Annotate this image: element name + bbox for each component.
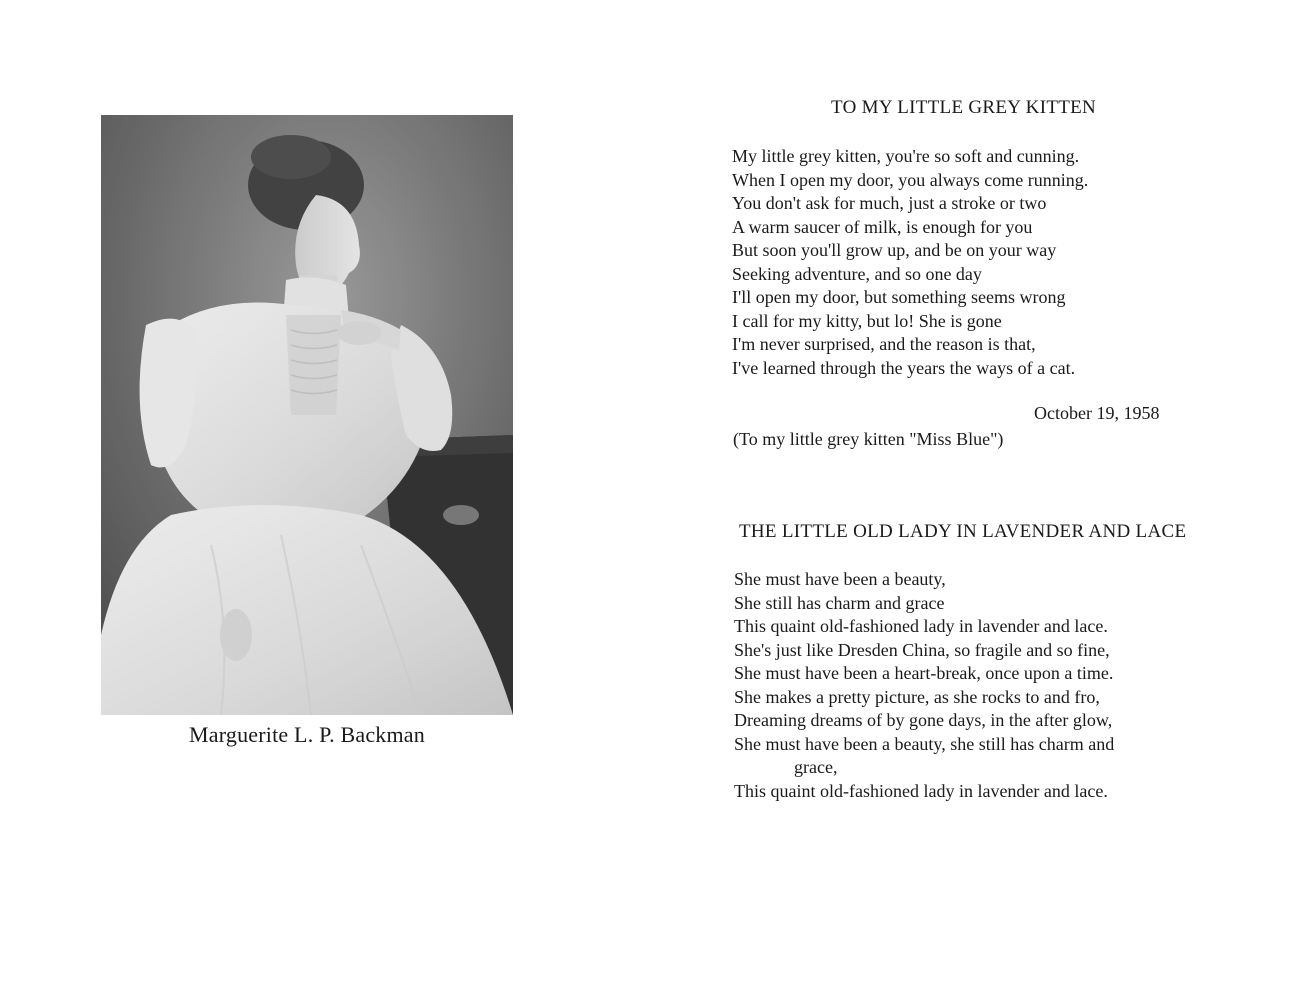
poem-line: I call for my kitty, but lo! She is gone	[732, 310, 1002, 331]
poem-line: I've learned through the years the ways of a cat.	[732, 357, 1076, 378]
poem-line: Seeking adventure, and so one day	[732, 263, 982, 284]
poem-date: October 19, 1958	[1034, 403, 1160, 423]
poem-line: I'm never surprised, and the reason is that,	[732, 334, 1036, 354]
poem-dedication-note: (To my little grey kitten "Miss Blue")	[733, 429, 1004, 449]
poem-title-kitten: TO MY LITTLE GREY KITTEN	[831, 97, 1097, 118]
poem-line: When I open my door, you always come running.	[732, 169, 1089, 190]
poem-line: Dreaming dreams of by gone days, in the after glow,	[734, 710, 1113, 730]
poem-line: A warm saucer of milk, is enough for you	[732, 216, 1033, 237]
poem-line: She still has charm and grace	[734, 592, 945, 613]
poem-line: She's just like Dresden China, so fragile and so fine,	[734, 639, 1110, 660]
poem-line: She makes a pretty picture, as she rocks to and fro,	[734, 686, 1100, 707]
poem-line: This quaint old-fashioned lady in lavender and lace.	[734, 616, 1108, 636]
poem-title-lavender: THE LITTLE OLD LADY IN LAVENDER AND LACE	[739, 521, 1187, 542]
portrait-caption: Marguerite L. P. Backman	[189, 722, 425, 747]
poem-line: grace,	[794, 757, 838, 777]
poem-line: She must have been a beauty, she still has charm and	[734, 733, 1115, 754]
poem-body-lavender	[734, 568, 1114, 803]
poem-line: She must have been a heart-break, once upon a time.	[734, 663, 1114, 683]
poem-line: I'll open my door, but something seems wrong	[732, 287, 1066, 307]
poem-line: But soon you'll grow up, and be on your way	[732, 240, 1057, 260]
poem-line: This quaint old-fashioned lady in lavender and lace.	[734, 780, 1108, 801]
poem-body-kitten	[732, 145, 1088, 380]
poem-line: She must have been a beauty,	[734, 569, 946, 589]
poem-line: You don't ask for much, just a stroke or two	[732, 193, 1047, 213]
portrait-photo	[101, 115, 513, 715]
poem-line: My little grey kitten, you're so soft and cunning.	[732, 146, 1080, 166]
